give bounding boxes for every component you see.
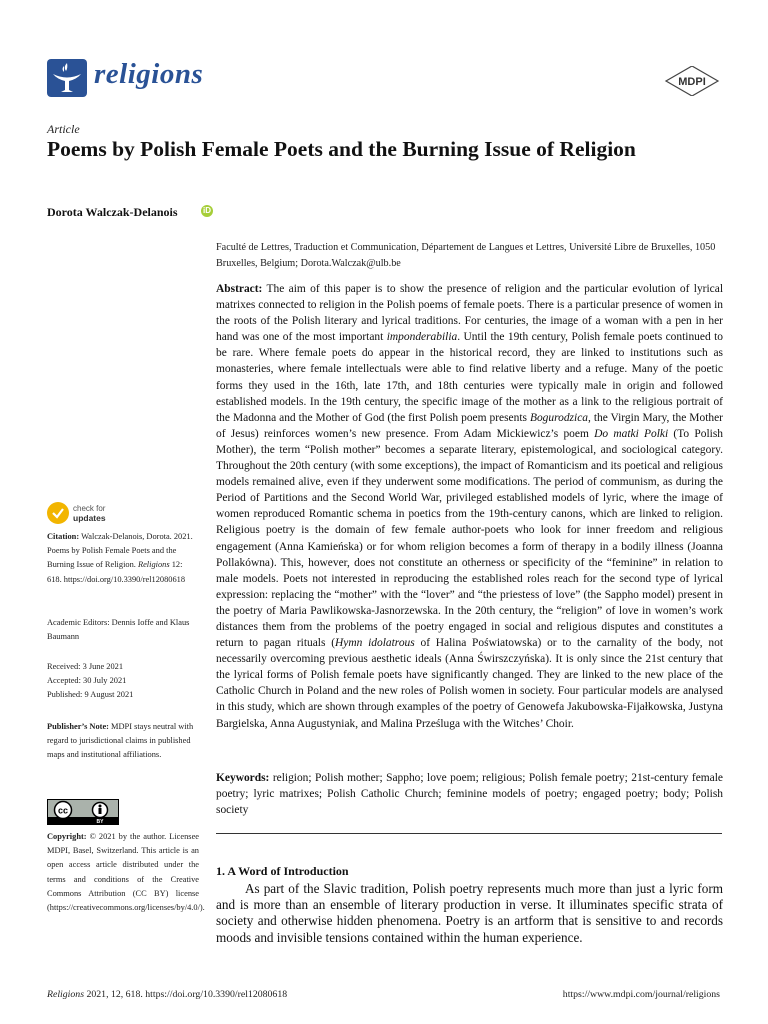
copyright-block — [47, 830, 205, 915]
abstract-text: . Until the 19th century, Polish female poets continued to be rare. Where female poets do appear in the historical record, they are linked to institutions such as monasteries, where female intellectuals were able to find relative liberty and a refuge. Many of the poetic forms they used in the 16th, late 17th, and 18th centuries were typically male in origin and followed established models. In the 19th century, the specific image of the mother as a link to the religious portrait of the Madonna and the Mother of God (the first Polish poem presents — [216, 331, 724, 424]
abstract — [216, 281, 723, 732]
abstract-italic: Hymn idolatrous — [335, 637, 415, 650]
citation-label: Citation: — [47, 532, 80, 541]
abstract-label: Abstract: — [216, 283, 263, 295]
abstract-text: , the Virgin Mary, the Mother of Jesus) reinforces women’s new presence. From Adam Mickiewicz’s poem — [216, 411, 723, 440]
check-for-updates-button[interactable] — [47, 502, 157, 524]
abstract-italic: imponderabilia — [386, 331, 458, 344]
publisher-note-text: MDPI stays neutral with regard to jurisdictional claims in published maps and institutional affiliations. — [47, 722, 194, 760]
footer-citation-text[interactable]: 2021, 12, 618. https://doi.org/10.3390/rel12080618 — [86, 989, 288, 1000]
publisher-note-label: Publisher’s Note: — [47, 722, 109, 731]
svg-text:cc: cc — [57, 805, 69, 816]
intro-paragraph: As part of the Slavic tradition, Polish poetry represents much more than just a lyric form and is more than an ensemble of literary production in verse. It illuminates specific strata of society and otherwise hidden phenomena. Poetry is an artform that is sensitive to and records moods and invisible tensions contained within the human experience. — [216, 881, 723, 945]
copyright-label: Copyright: — [47, 832, 87, 841]
mdpi-logo-icon[interactable] — [663, 66, 721, 96]
received-date: Received: 3 June 2021 — [47, 662, 124, 671]
abstract-italic: Bogurodzica — [529, 411, 588, 424]
citation-doi[interactable]: 12: 618. https://doi.org/10.3390/rel12080618 — [47, 560, 186, 584]
dates-block — [47, 660, 199, 703]
article-title: Poems by Polish Female Poets and the Burning Issue of Religion — [47, 137, 636, 161]
check-updates-top: check for — [73, 504, 106, 513]
footer-url[interactable]: https://www.mdpi.com/journal/religions — [562, 989, 720, 1000]
academic-editors: Academic Editors: Dennis Ioffe and Klaus Baumann — [47, 618, 190, 642]
check-updates-icon — [47, 502, 69, 524]
publisher-note — [47, 720, 199, 763]
keywords — [216, 770, 723, 818]
cc-by-label: BY — [96, 819, 104, 824]
check-updates-bottom: updates — [73, 513, 106, 523]
author-name[interactable]: Dorota Walczak-Delanois — [47, 205, 178, 219]
abstract-text: of Halina Poświatowska) or to the carnality of the body, not necessarily overcoming previous aesthetic ideals (Anna Świrszczyńska). It is only since the 21st century that the lyrical forms of Polish female poets have significantly changed. They are linked to the new place of the Catholic Church in Poland and the new roles of Polish women in society. Four particular models are analysed in this study, which are shown through examples of the poetry of Genowefa Jakubowska-Fijałkowska, Justyna Bargielska, Anna Augustyniak, and Malina Prześluga with the Witches’ Choir. — [216, 637, 723, 730]
footer-journal: Religions — [47, 989, 85, 1000]
journal-name[interactable]: religions — [94, 58, 204, 90]
religions-logo-icon — [47, 59, 87, 97]
section-heading: 1. A Word of Introduction — [216, 864, 349, 878]
abstract-text: (To Polish Mother), the term “Polish mother” becomes a separate literary, epistemological, and sociological category. Throughout the 20th century (with some exceptions), the impact of Romanticism and its poetical and religious models remained alive, even if they underwent some modifications. The period of communism, as during the Period of Partitions and the Second World War, privileged established models of lyric, where the image of women reproduced Romantic schema in poetics from the 19th-century canons, which are linked to religion. Religious poetry is the domain of few female author-poets who look for inner freedom and religious engagement (Anna Kamieńska) or for whom religion becomes a form of therapy in a bodily illness (Joanna Pollakówna). This, however, does not constitute an otherness or specificity of the “feminine” in relation to male models. Poets not interested in reproducing the established roles reach for the second type of lyrical expression: replacing the “mother” with the “lover” and “the priestess of love” (the Sappho model) present in the poetry of Maria Pawlikowska-Jasnorzewska. In the 20th century, the “religion” of love in women’s work distances them from the problems of the poetry engaged in social and religious disputes and constitutes a return to pagan rituals ( — [216, 427, 723, 650]
cc-by-license-badge[interactable] — [47, 799, 119, 825]
affiliation: Faculté de Lettres, Traduction et Communication, Département de Langues et Lettres, Université Libre de Bruxelles, 1050 Bruxelles, Belgium; Dorota.Walczak@ulb.be — [216, 242, 716, 269]
copyright-text: © 2021 by the author. Licensee MDPI, Basel, Switzerland. This article is an open access article distributed under the terms and conditions of the Creative Commons Attribution (CC BY) license (https://creativecommons.org/licenses/by/4.0/). — [47, 832, 205, 913]
abstract-italic: Do matki Polki — [594, 427, 669, 440]
footer-citation — [47, 989, 287, 1000]
citation-block — [47, 530, 199, 587]
creative-commons-icon — [48, 800, 118, 824]
orcid-icon[interactable]: iD — [203, 206, 211, 215]
svg-text:MDPI: MDPI — [678, 76, 706, 88]
keywords-label: Keywords: — [216, 772, 270, 784]
abstract-text: The aim of this paper is to show the presence of religion and the particular evolution of lyrical matrixes connected to religion in the Polish poems of female poets. There is a particular presence of women in the roots of the Polish literary and lyrical traditions. For centuries, the image of a woman with a pen in her hand was one of the most important — [216, 283, 723, 344]
citation-text: Walczak-Delanois, Dorota. 2021. Poems by Polish Female Poets and the Burning Issue of Religion. — [47, 532, 193, 570]
section-divider — [216, 833, 722, 834]
article-type: Article — [47, 122, 80, 136]
citation-journal: Religions — [137, 560, 170, 570]
keywords-text: religion; Polish mother; Sappho; love poem; religious; Polish female poetry; 21st-century female poetry; lyric matrixes; Polish Catholic Church; feminine models of poetry; engaged poetry; body; Polish society — [216, 772, 724, 817]
accepted-date: Accepted: 30 July 2021 — [47, 676, 127, 686]
published-date: Published: 9 August 2021 — [47, 690, 134, 700]
